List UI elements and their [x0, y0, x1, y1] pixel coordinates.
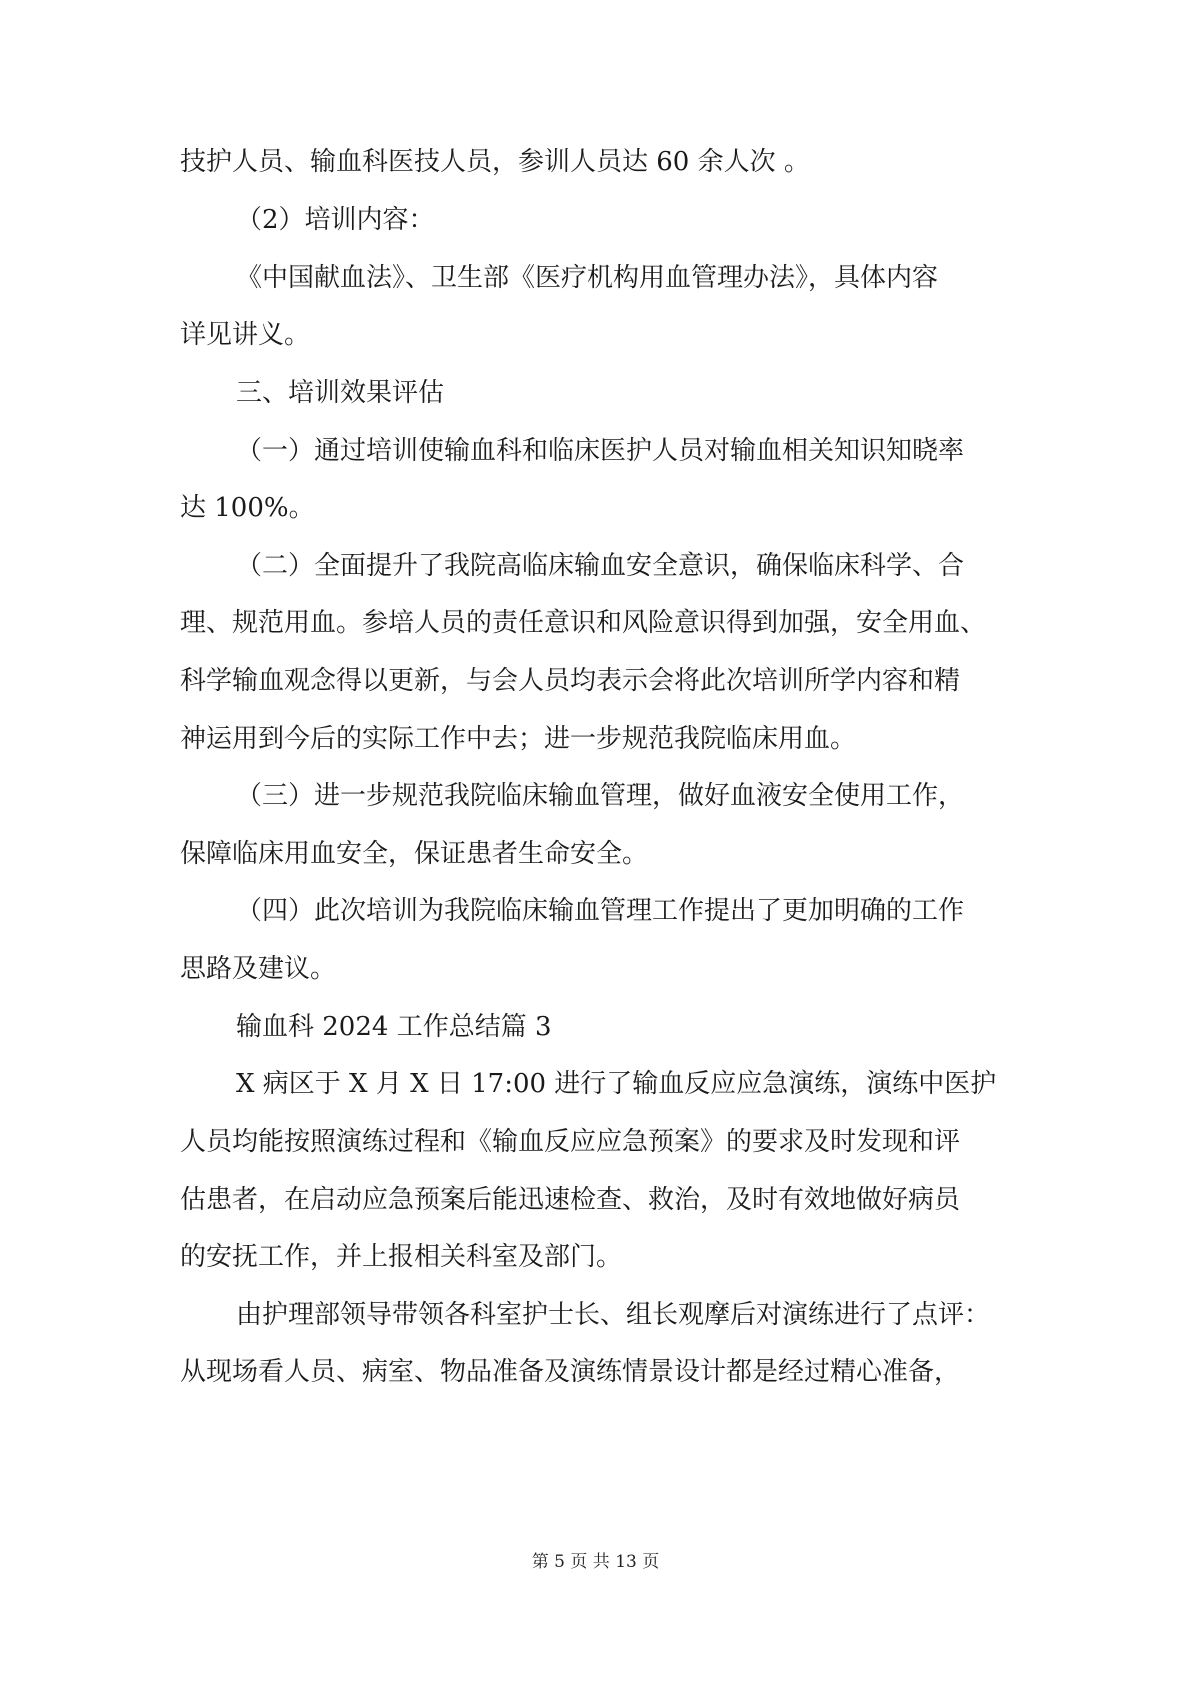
- text-line: （三）进一步规范我院临床输血管理，做好血液安全使用工作，: [236, 781, 965, 811]
- text-line: 保障临床用血安全，保证患者生命安全。: [180, 839, 649, 869]
- text-line: 人员均能按照演练过程和《输血反应应急预案》的要求及时发现和评: [180, 1127, 961, 1157]
- text-line: （2）培训内容：: [236, 205, 435, 235]
- text-line: 由护理部领导带领各科室护士长、组长观摩后对演练进行了点评：: [236, 1300, 991, 1330]
- text-line: 科学输血观念得以更新，与会人员均表示会将此次培训所学内容和精: [180, 666, 961, 696]
- text-line: 理、规范用血。参培人员的责任意识和风险意识得到加强，安全用血、: [180, 608, 987, 638]
- text-line: （一）通过培训使输血科和临床医护人员对输血相关知识知晓率: [236, 436, 965, 466]
- section-heading: 三、培训效果评估: [236, 378, 445, 408]
- text-line: 达 100%。: [180, 493, 315, 523]
- text-line: 《中国献血法》、卫生部《医疗机构用血管理办法》，具体内容: [236, 263, 939, 293]
- text-line: X 病区于 X 月 X 日 17:00 进行了输血反应应急演练，演练中医护: [236, 1069, 997, 1099]
- text-line: （二）全面提升了我院高临床输血安全意识，确保临床科学、合: [236, 551, 965, 581]
- text-line: 思路及建议。: [180, 954, 337, 984]
- text-line: 估患者，在启动应急预案后能迅速检查、救治，及时有效地做好病员: [180, 1185, 961, 1215]
- section-heading: 输血科 2024 工作总结篇 3: [236, 1012, 552, 1042]
- text-line: （四）此次培训为我院临床输血管理工作提出了更加明确的工作: [236, 896, 965, 926]
- text-line: 详见讲义。: [180, 320, 311, 350]
- text-line: 从现场看人员、病室、物品准备及演练情景设计都是经过精心准备，: [180, 1357, 961, 1387]
- page-number-footer: 第 5 页 共 13 页: [531, 1552, 660, 1572]
- text-line: 的安抚工作，并上报相关科室及部门。: [180, 1242, 623, 1272]
- text-line: 技护人员、输血科医技人员，参训人员达 60 余人次 。: [180, 147, 810, 177]
- text-line: 神运用到今后的实际工作中去；进一步规范我院临床用血。: [180, 724, 857, 754]
